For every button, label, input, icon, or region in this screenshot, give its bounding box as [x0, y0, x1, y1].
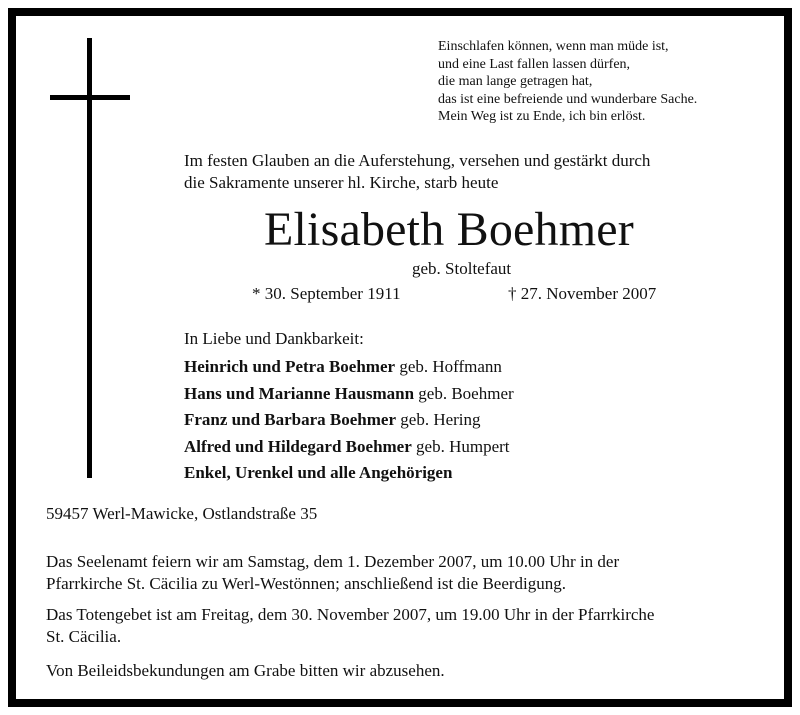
intro-text	[184, 150, 650, 194]
poem-line: und eine Last fallen lassen dürfen,	[438, 56, 631, 72]
cross-icon	[87, 38, 92, 478]
poem-line: das ist eine befreiende und wunderbare Sache.	[438, 91, 698, 107]
mourner-names: Hans und Marianne Hausmann	[184, 383, 415, 403]
mourner-names: Enkel, Urenkel und alle Angehörigen	[184, 463, 453, 482]
poem	[438, 38, 697, 126]
address: 59457 Werl-Mawicke, Ostlandstraße 35	[46, 504, 318, 523]
mourner-entry	[184, 354, 514, 381]
notice-line: Von Beileidsbekundungen am Grabe bitten wir abzusehen.	[46, 661, 445, 680]
mourner-entry	[184, 434, 514, 461]
mourner-names: Franz und Barbara Boehmer	[184, 410, 397, 429]
mourner-names: Alfred und Hildegard Boehmer	[184, 436, 412, 456]
mourners-heading: In Liebe und Dankbarkeit:	[184, 329, 364, 348]
notice-line: Das Totengebet ist am Freitag, dem 30. November 2007, um 19.00 Uhr in der Pfarrkirche	[46, 605, 655, 624]
notice-line: Pfarrkirche St. Cäcilia zu Werl-Westönnen; anschließend ist die Beerdigung.	[46, 573, 567, 593]
deceased-name: Elisabeth Boehmer	[264, 203, 634, 256]
mourner-entry	[184, 381, 514, 408]
intro-line: die Sakramente unserer hl. Kirche, starb heute	[184, 173, 499, 192]
notice-requiem	[46, 551, 766, 594]
mourner-nee: geb. Hering	[396, 410, 481, 429]
mourners-list	[184, 354, 514, 487]
notice-condolences	[46, 660, 766, 682]
notice-line: Das Seelenamt feiern wir am Samstag, dem 1. Dezember 2007, um 10.00 Uhr in der	[46, 552, 620, 571]
mourner-nee: geb. Boehmer	[414, 383, 514, 403]
death-date: † 27. November 2007	[508, 284, 657, 303]
mourner-names: Heinrich und Petra Boehmer	[184, 357, 396, 376]
poem-line: die man lange getragen hat,	[438, 74, 593, 89]
poem-line: Einschlafen können, wenn man müde ist,	[438, 39, 669, 54]
mourner-nee: geb. Hoffmann	[395, 357, 502, 376]
intro-line: Im festen Glauben an die Auferstehung, versehen und gestärkt durch	[184, 151, 651, 170]
mourner-entry	[184, 407, 514, 434]
notice-line: St. Cäcilia.	[46, 626, 122, 646]
notice-prayer	[46, 604, 766, 647]
birth-date: * 30. September 1911	[252, 284, 401, 303]
mourner-entry	[184, 460, 514, 487]
cross-icon-bar	[50, 95, 130, 100]
mourner-nee: geb. Humpert	[411, 436, 510, 456]
poem-line: Mein Weg ist zu Ende, ich bin erlöst.	[438, 109, 646, 124]
maiden-name: geb. Stoltefaut	[412, 259, 512, 278]
